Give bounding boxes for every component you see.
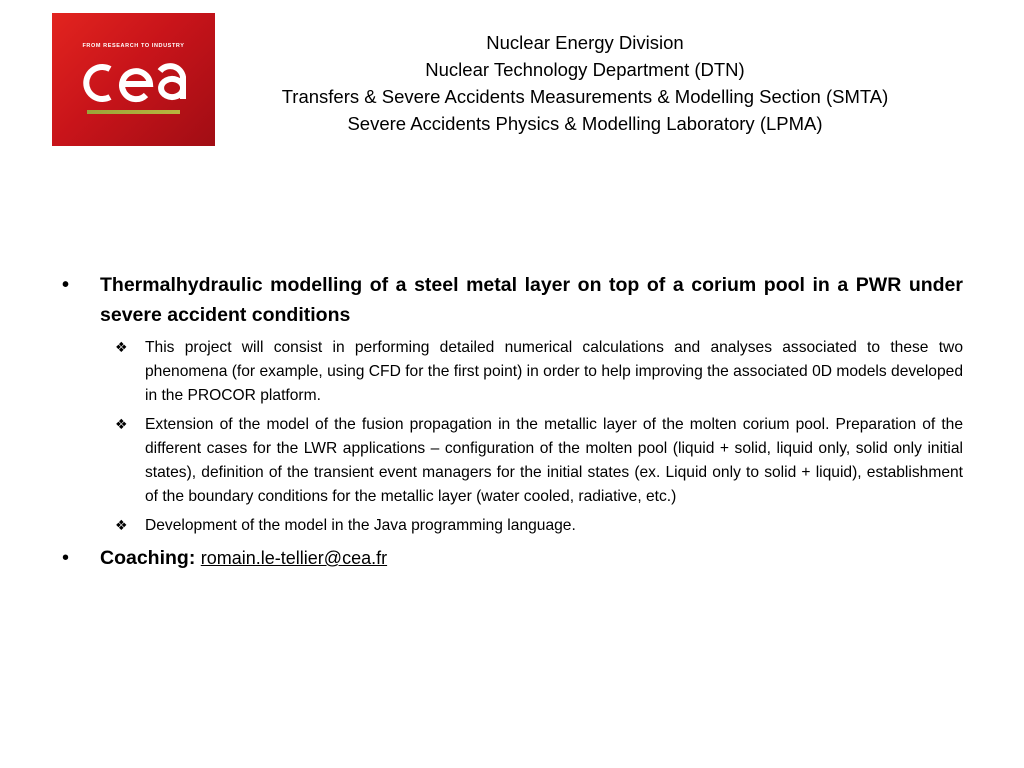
main-topic-bullet <box>60 270 963 330</box>
bullet-icon: • <box>62 274 70 296</box>
sub-bullet-text: Development of the model in the Java programming language. <box>145 517 576 534</box>
logo-tagline: FROM RESEARCH TO INDUSTRY <box>82 43 185 49</box>
bullet-icon: • <box>62 547 70 569</box>
main-topic-text: Thermalhydraulic modelling of a steel metal layer on top of a corium pool in a PWR under severe accident conditions <box>100 274 963 326</box>
slide-content <box>60 270 963 573</box>
diamond-bullet-icon: ❖ <box>115 417 128 433</box>
diamond-bullet-icon: ❖ <box>115 340 128 356</box>
coaching-email-link[interactable]: romain.le-tellier@cea.fr <box>200 548 388 568</box>
cea-logo <box>52 13 215 146</box>
slide-header <box>215 29 955 137</box>
cea-logo-icon <box>80 51 190 111</box>
diamond-bullet-icon: ❖ <box>115 518 128 534</box>
logo-accent-bar <box>87 110 180 114</box>
sub-bullet-item <box>115 413 963 509</box>
header-section: Transfers & Severe Accidents Measurements & Modelling Section (SMTA) <box>281 86 889 107</box>
header-department: Nuclear Technology Department (DTN) <box>425 59 745 80</box>
header-division: Nuclear Energy Division <box>486 32 684 53</box>
header-laboratory: Severe Accidents Physics & Modelling Laboratory (LPMA) <box>347 113 823 134</box>
sub-bullet-item <box>115 514 963 538</box>
coaching-bullet <box>60 543 963 573</box>
sub-bullet-text: Extension of the model of the fusion propagation in the metallic layer of the molten corium pool. Preparation of the different cases for the LWR applications – configuration of the molten pool (liquid + solid, liquid only, solid only initial states), definition of the transient event managers for the initial states (ex. Liquid only to solid + liquid), establishment of the boundary conditions for the metallic layer (water cooled, radiative, etc.) <box>145 416 963 505</box>
sub-bullet-item <box>115 336 963 408</box>
sub-bullet-list <box>115 336 963 538</box>
sub-bullet-text: This project will consist in performing detailed numerical calculations and analyses associated to these two phenomena (for example, using CFD for the first point) in order to help improving the associated 0D models developed in the PROCOR platform. <box>145 339 963 404</box>
coaching-label: Coaching: <box>100 547 196 569</box>
